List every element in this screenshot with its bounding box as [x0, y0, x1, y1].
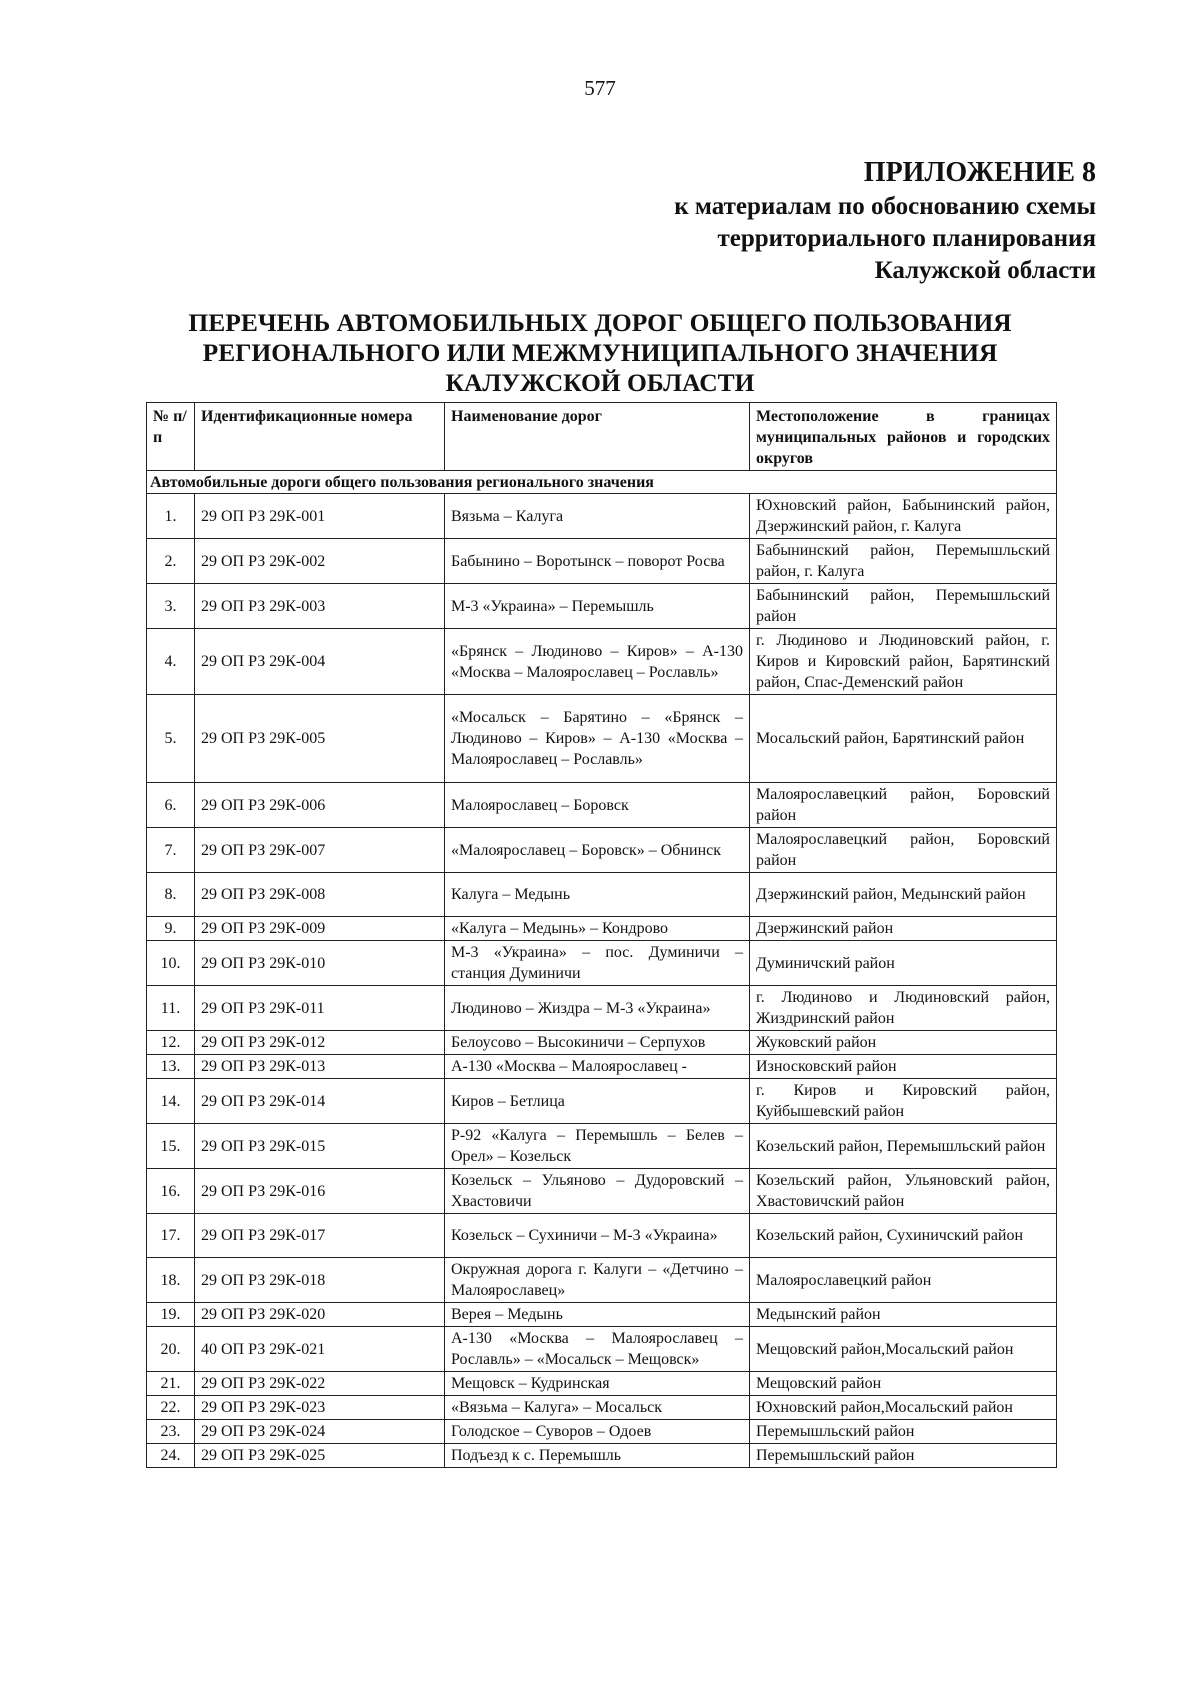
cell-road-name: «Вязьма – Калуга» – Мосальск	[445, 1396, 750, 1420]
appendix-line: территориального планирования	[717, 225, 1096, 252]
cell-location: Козельский район, Перемышльский район	[750, 1124, 1057, 1169]
cell-location: г. Киров и Кировский район, Куйбышевский район	[750, 1079, 1057, 1124]
cell-num: 9.	[147, 917, 195, 941]
roads-table	[146, 402, 1057, 1468]
cell-id: 29 ОП РЗ 29К-012	[195, 1031, 445, 1055]
cell-id: 29 ОП РЗ 29К-020	[195, 1303, 445, 1327]
cell-id: 29 ОП РЗ 29К-003	[195, 584, 445, 629]
table-row	[147, 1327, 1057, 1372]
appendix-block	[674, 155, 1096, 287]
appendix-title: ПРИЛОЖЕНИЕ 8	[863, 157, 1096, 188]
cell-num: 7.	[147, 828, 195, 873]
cell-location: Думиничский район	[750, 941, 1057, 986]
cell-id: 29 ОП РЗ 29К-025	[195, 1444, 445, 1468]
cell-num: 18.	[147, 1258, 195, 1303]
document-title-line: КАЛУЖСКОЙ ОБЛАСТИ	[445, 368, 755, 397]
cell-id: 29 ОП РЗ 29К-004	[195, 629, 445, 695]
cell-location: г. Людиново и Людиновский район, г. Киров и Кировский район, Барятинский район, Спас-Деменский район	[750, 629, 1057, 695]
table-row	[147, 629, 1057, 695]
table-row	[147, 828, 1057, 873]
table-row	[147, 1396, 1057, 1420]
cell-location: Мосальский район, Барятинский район	[750, 695, 1057, 783]
table-row	[147, 941, 1057, 986]
cell-location: Жуковский район	[750, 1031, 1057, 1055]
cell-id: 29 ОП РЗ 29К-018	[195, 1258, 445, 1303]
cell-num: 23.	[147, 1420, 195, 1444]
cell-id: 29 ОП РЗ 29К-001	[195, 494, 445, 539]
appendix-line: к материалам по обоснованию схемы	[674, 193, 1096, 220]
cell-location: Бабынинский район, Перемышльский район, г. Калуга	[750, 539, 1057, 584]
header-name: Наименование дорог	[445, 403, 750, 471]
cell-id: 29 ОП РЗ 29К-005	[195, 695, 445, 783]
cell-num: 15.	[147, 1124, 195, 1169]
cell-num: 16.	[147, 1169, 195, 1214]
cell-road-name: Бабынино – Воротынск – поворот Росва	[445, 539, 750, 584]
cell-location: Мещовский район	[750, 1372, 1057, 1396]
cell-road-name: Людиново – Жиздра – М-3 «Украина»	[445, 986, 750, 1031]
cell-location: Перемышльский район	[750, 1420, 1057, 1444]
cell-id: 29 ОП РЗ 29К-008	[195, 873, 445, 917]
cell-id: 29 ОП РЗ 29К-016	[195, 1169, 445, 1214]
page-number: 577	[584, 76, 616, 100]
cell-num: 17.	[147, 1214, 195, 1258]
cell-id: 29 ОП РЗ 29К-022	[195, 1372, 445, 1396]
cell-location: Дзержинский район	[750, 917, 1057, 941]
cell-id: 29 ОП РЗ 29К-024	[195, 1420, 445, 1444]
cell-location: Малоярославецкий район, Боровский район	[750, 783, 1057, 828]
cell-location: Мещовский район,Мосальский район	[750, 1327, 1057, 1372]
cell-num: 3.	[147, 584, 195, 629]
cell-num: 13.	[147, 1055, 195, 1079]
cell-road-name: «Мосальск – Барятино – «Брянск – Людиново – Киров» – А-130 «Москва – Малоярославец – Рославль»	[445, 695, 750, 783]
cell-num: 12.	[147, 1031, 195, 1055]
cell-road-name: М-3 «Украина» – Перемышль	[445, 584, 750, 629]
document-title-line: ПЕРЕЧЕНЬ АВТОМОБИЛЬНЫХ ДОРОГ ОБЩЕГО ПОЛЬЗОВАНИЯ	[188, 308, 1012, 337]
cell-num: 24.	[147, 1444, 195, 1468]
table-row	[147, 1420, 1057, 1444]
table-body	[147, 471, 1057, 1468]
cell-location: Медынский район	[750, 1303, 1057, 1327]
cell-id: 29 ОП РЗ 29К-007	[195, 828, 445, 873]
cell-road-name: Белоусово – Высокиничи – Серпухов	[445, 1031, 750, 1055]
cell-num: 10.	[147, 941, 195, 986]
cell-num: 11.	[147, 986, 195, 1031]
cell-location: Малоярославецкий район	[750, 1258, 1057, 1303]
cell-road-name: Козельск – Ульяново – Дудоровский – Хвастовичи	[445, 1169, 750, 1214]
cell-location: Дзержинский район, Медынский район	[750, 873, 1057, 917]
table-row	[147, 1055, 1057, 1079]
cell-road-name: Козельск – Сухиничи – М-3 «Украина»	[445, 1214, 750, 1258]
document-title	[150, 308, 1050, 398]
table-row	[147, 1124, 1057, 1169]
table-row	[147, 986, 1057, 1031]
cell-num: 8.	[147, 873, 195, 917]
cell-num: 14.	[147, 1079, 195, 1124]
table-row	[147, 1258, 1057, 1303]
section-row	[147, 471, 1057, 494]
cell-road-name: А-130 «Москва – Малоярославец – Рославль» – «Мосальск – Мещовск»	[445, 1327, 750, 1372]
cell-location: Юхновский район, Бабынинский район, Дзержинский район, г. Калуга	[750, 494, 1057, 539]
cell-id: 29 ОП РЗ 29К-011	[195, 986, 445, 1031]
section-label: Автомобильные дороги общего пользования регионального значения	[147, 471, 1057, 494]
cell-id: 29 ОП РЗ 29К-009	[195, 917, 445, 941]
table-row	[147, 584, 1057, 629]
cell-id: 29 ОП РЗ 29К-015	[195, 1124, 445, 1169]
cell-road-name: Подъезд к с. Перемышль	[445, 1444, 750, 1468]
cell-num: 6.	[147, 783, 195, 828]
cell-road-name: «Калуга – Медынь» – Кондрово	[445, 917, 750, 941]
header-num: № п/п	[147, 403, 195, 471]
cell-id: 29 ОП РЗ 29К-017	[195, 1214, 445, 1258]
cell-num: 20.	[147, 1327, 195, 1372]
cell-num: 1.	[147, 494, 195, 539]
cell-location: Юхновский район,Мосальский район	[750, 1396, 1057, 1420]
table-row	[147, 873, 1057, 917]
cell-num: 5.	[147, 695, 195, 783]
cell-road-name: Малоярославец – Боровск	[445, 783, 750, 828]
cell-location: Козельский район, Сухиничский район	[750, 1214, 1057, 1258]
header-location: Местоположение в границах муниципальных районов и городских округов	[750, 403, 1057, 471]
table-row	[147, 1169, 1057, 1214]
table-row	[147, 917, 1057, 941]
cell-num: 4.	[147, 629, 195, 695]
table-row	[147, 1079, 1057, 1124]
table-row	[147, 695, 1057, 783]
cell-road-name: Мещовск – Кудринская	[445, 1372, 750, 1396]
cell-id: 29 ОП РЗ 29К-023	[195, 1396, 445, 1420]
cell-num: 19.	[147, 1303, 195, 1327]
cell-road-name: «Малоярославец – Боровск» – Обнинск	[445, 828, 750, 873]
cell-num: 22.	[147, 1396, 195, 1420]
cell-location: г. Людиново и Людиновский район, Жиздринский район	[750, 986, 1057, 1031]
cell-num: 2.	[147, 539, 195, 584]
table-row	[147, 494, 1057, 539]
cell-road-name: «Брянск – Людиново – Киров» – А-130 «Москва – Малоярославец – Рославль»	[445, 629, 750, 695]
table-row	[147, 1031, 1057, 1055]
cell-location: Перемышльский район	[750, 1444, 1057, 1468]
cell-id: 29 ОП РЗ 29К-002	[195, 539, 445, 584]
document-title-line: РЕГИОНАЛЬНОГО ИЛИ МЕЖМУНИЦИПАЛЬНОГО ЗНАЧЕНИЯ	[202, 338, 998, 367]
cell-id: 29 ОП РЗ 29К-010	[195, 941, 445, 986]
table-row	[147, 1444, 1057, 1468]
table-row	[147, 539, 1057, 584]
table-row	[147, 1214, 1057, 1258]
cell-road-name: Голодское – Суворов – Одоев	[445, 1420, 750, 1444]
cell-road-name: М-3 «Украина» – пос. Думиничи – станция Думиничи	[445, 941, 750, 986]
table-row	[147, 783, 1057, 828]
cell-id: 40 ОП РЗ 29К-021	[195, 1327, 445, 1372]
cell-road-name: Окружная дорога г. Калуги – «Детчино – Малоярославец»	[445, 1258, 750, 1303]
table-row	[147, 1372, 1057, 1396]
cell-location: Козельский район, Ульяновский район, Хвастовичский район	[750, 1169, 1057, 1214]
cell-road-name: Калуга – Медынь	[445, 873, 750, 917]
cell-road-name: Вязьма – Калуга	[445, 494, 750, 539]
cell-id: 29 ОП РЗ 29К-014	[195, 1079, 445, 1124]
cell-location: Износковский район	[750, 1055, 1057, 1079]
header-id: Идентификационные номера	[195, 403, 445, 471]
cell-id: 29 ОП РЗ 29К-006	[195, 783, 445, 828]
cell-id: 29 ОП РЗ 29К-013	[195, 1055, 445, 1079]
appendix-line: Калужской области	[874, 257, 1096, 284]
cell-road-name: Р-92 «Калуга – Перемышль – Белев – Орел» – Козельск	[445, 1124, 750, 1169]
cell-location: Бабынинский район, Перемышльский район	[750, 584, 1057, 629]
cell-road-name: А-130 «Москва – Малоярославец -	[445, 1055, 750, 1079]
table-row	[147, 1303, 1057, 1327]
cell-location: Малоярославецкий район, Боровский район	[750, 828, 1057, 873]
table-header-row	[147, 403, 1057, 471]
cell-road-name: Киров – Бетлица	[445, 1079, 750, 1124]
cell-road-name: Верея – Медынь	[445, 1303, 750, 1327]
cell-num: 21.	[147, 1372, 195, 1396]
